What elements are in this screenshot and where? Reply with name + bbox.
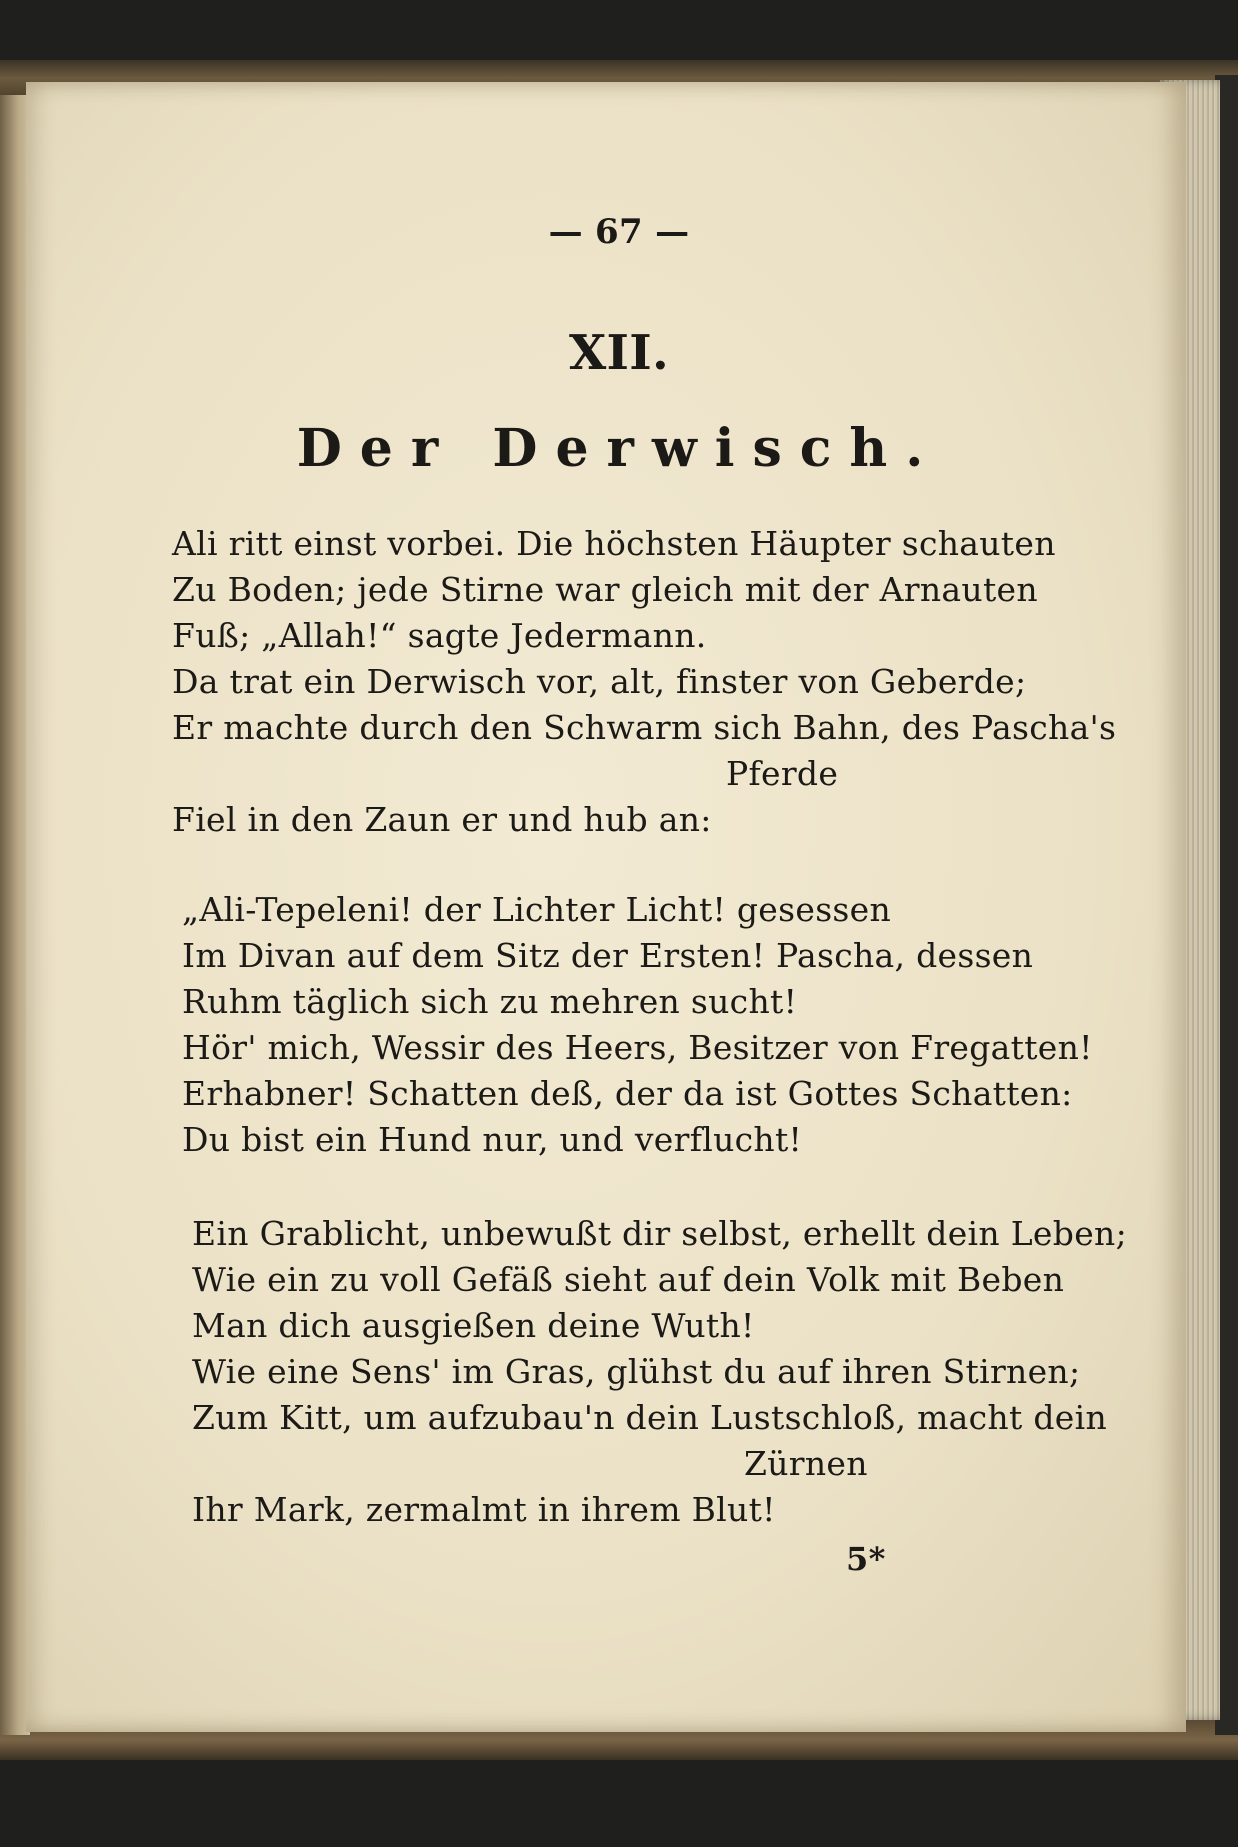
poem-title: Der Derwisch. (296, 418, 942, 479)
printer-signature-mark: 5* (846, 1540, 886, 1578)
section-number: XII. (568, 325, 670, 381)
poem-line: Ali ritt einst vorbei. Die höchsten Häupter schauten (172, 524, 1056, 563)
poem-line: Zu Boden; jede Stirne war gleich mit der Arnauten (172, 570, 1038, 609)
poem-line: Fuß; „Allah!“ sagte Jedermann. (172, 616, 707, 655)
poem-line: Ein Grablicht, unbewußt dir selbst, erhellt dein Leben; (192, 1214, 1127, 1253)
poem-line: Wie ein zu voll Gefäß sieht auf dein Volk mit Beben (192, 1260, 1065, 1299)
page-number: — 67 — (548, 212, 690, 252)
poem-line: Erhabner! Schatten deß, der da ist Gottes Schatten: (182, 1074, 1073, 1113)
poem-line-continuation: Zürnen (744, 1444, 868, 1483)
poem-line: Ihr Mark, zermalmt in ihrem Blut! (192, 1490, 776, 1529)
poem-line: Zum Kitt, um aufzubau'n dein Lustschloß, macht dein (192, 1398, 1108, 1437)
poem-line: Du bist ein Hund nur, und verflucht! (182, 1120, 803, 1159)
poem-line: Man dich ausgießen deine Wuth! (192, 1306, 755, 1345)
poem-line: Er machte durch den Schwarm sich Bahn, des Pascha's (172, 708, 1117, 747)
poem-line: Da trat ein Derwisch vor, alt, finster von Geberde; (172, 662, 1027, 701)
poem-line: Wie eine Sens' im Gras, glühst du auf ihren Stirnen; (192, 1352, 1081, 1391)
poem-line: Fiel in den Zaun er und hub an: (172, 800, 712, 839)
poem-line: Im Divan auf dem Sitz der Ersten! Pascha, dessen (182, 936, 1034, 975)
poem-line: Hör' mich, Wessir des Heers, Besitzer von Fregatten! (182, 1028, 1093, 1067)
poem-line-continuation: Pferde (726, 754, 839, 793)
poem-line: Ruhm täglich sich zu mehren sucht! (182, 982, 798, 1021)
poem-line: „Ali-Tepeleni! der Lichter Licht! gesessen (182, 890, 892, 929)
